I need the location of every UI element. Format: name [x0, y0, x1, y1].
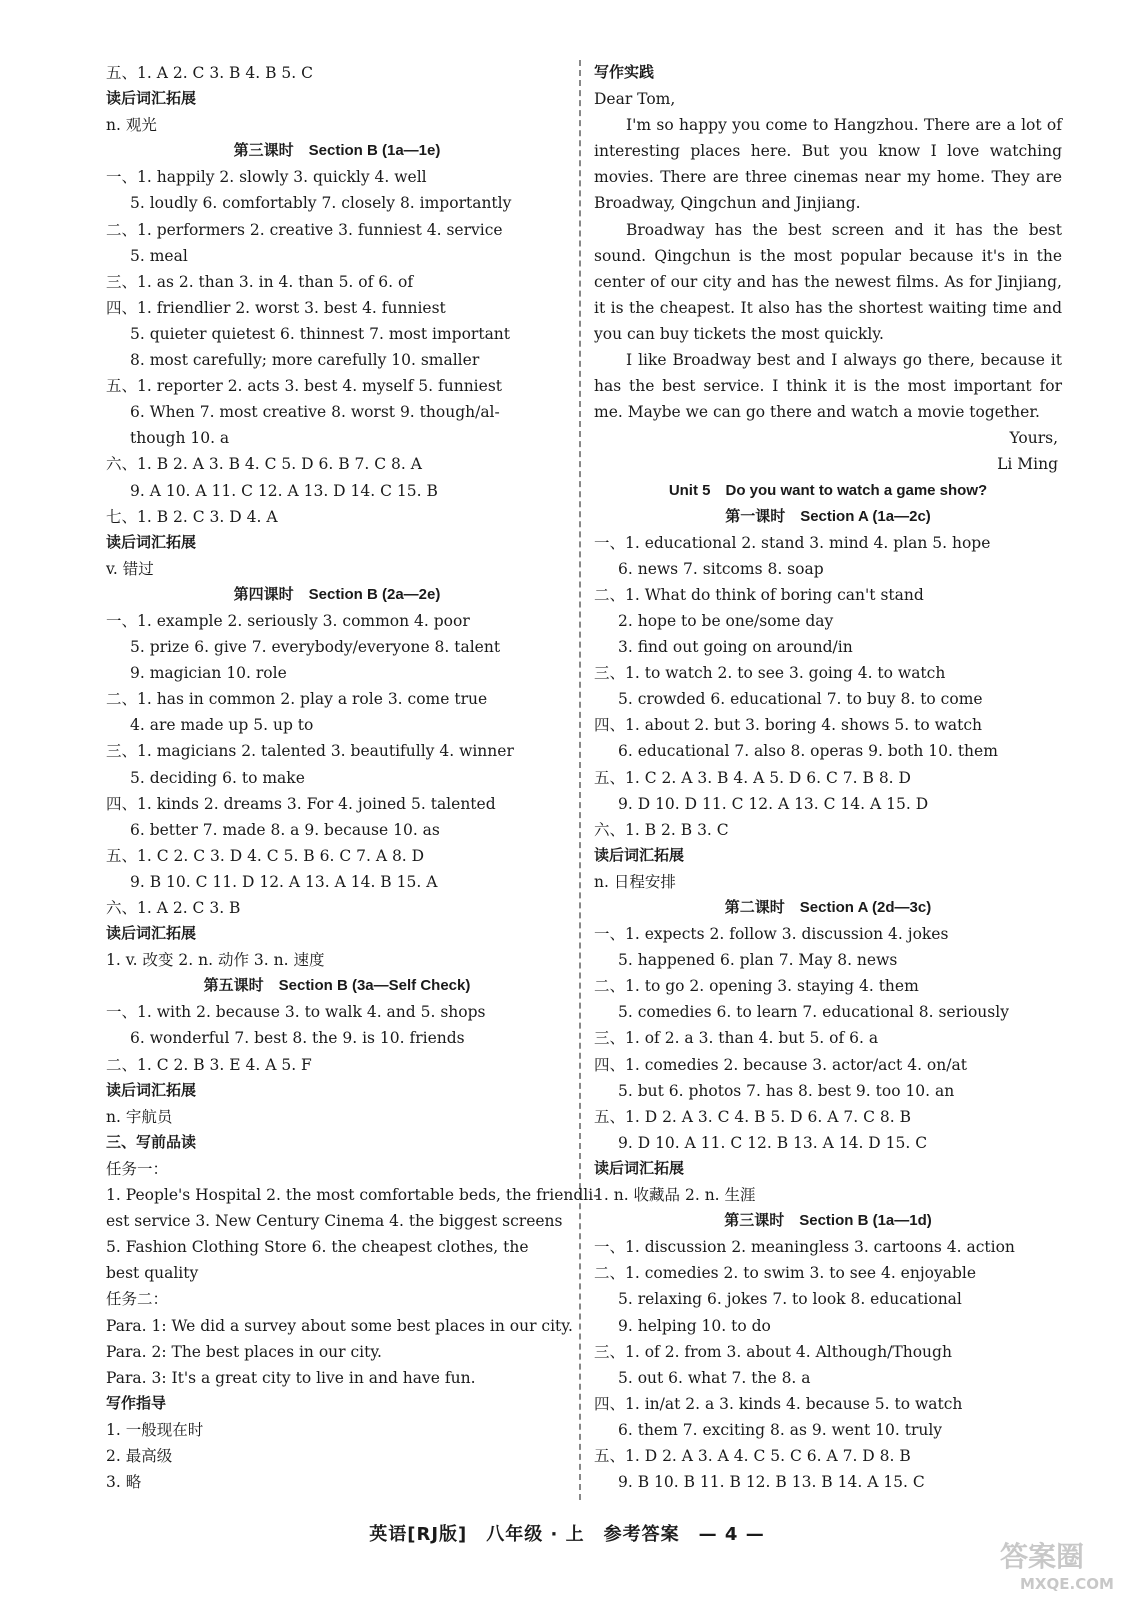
letter-paragraph: I like Broadway best and I always go there, because it has the best service. I think it is the most important for me. Maybe we can go there and watch a movie together. [594, 351, 1062, 422]
letter-salutation: Dear Tom, [594, 90, 676, 109]
answer-line: 六、1. B 2. B 3. C [594, 820, 729, 839]
letter-signature: Li Ming [997, 455, 1058, 474]
answer-line: 5. deciding 6. to make [130, 768, 305, 787]
answer-line: 5. out 6. what 7. the 8. a [618, 1368, 811, 1387]
answer-line: n. 宇航员 [106, 1107, 173, 1126]
subsection-heading: 读后词汇拓展 [106, 90, 197, 108]
answer-line: est service 3. New Century Cinema 4. the biggest screens [106, 1212, 563, 1231]
section-heading: 第三课时 Section B (1a—1e) [233, 142, 441, 160]
answer-line: 5. loudly 6. comfortably 7. closely 8. importantly [130, 194, 512, 213]
subsection-heading: 写作指导 [106, 1394, 167, 1412]
answer-line: 一、1. example 2. seriously 3. common 4. poor [106, 611, 470, 630]
right-column [594, 60, 1062, 1495]
answer-line: n. 观光 [106, 116, 157, 135]
right-answer-list [594, 478, 1062, 1496]
answer-line: 五、1. D 2. A 3. C 4. B 5. D 6. A 7. C 8. B [594, 1107, 911, 1126]
answer-line: 四、1. friendlier 2. worst 3. best 4. funniest [106, 298, 446, 317]
subsection-heading: 读后词汇拓展 [594, 846, 685, 864]
answer-line: 任务二： [106, 1290, 169, 1309]
answer-line: 一、1. happily 2. slowly 3. quickly 4. well [106, 168, 427, 187]
answer-line: 二、1. What do think of boring can't stand [594, 585, 924, 604]
answer-line: 6. them 7. exciting 8. as 9. went 10. truly [618, 1420, 943, 1439]
answer-line: 二、1. comedies 2. to swim 3. to see 4. enjoyable [594, 1264, 977, 1283]
answer-line: 1. n. 收藏品 2. n. 生涯 [594, 1186, 756, 1205]
answer-line: 3. find out going on around/in [618, 638, 853, 657]
answer-line: 6. news 7. sitcoms 8. soap [618, 559, 824, 578]
answer-line: 二、1. to go 2. opening 3. staying 4. them [594, 977, 919, 996]
answer-line: n. 日程安排 [594, 872, 676, 891]
answer-line: 四、1. about 2. but 3. boring 4. shows 5. to watch [594, 716, 983, 735]
answer-line: 四、1. comedies 2. because 3. actor/act 4. on/at [594, 1055, 967, 1074]
section-heading: 第四课时 Section B (2a—2e) [233, 585, 441, 603]
answer-line: 9. B 10. B 11. B 12. B 13. B 14. A 15. C [618, 1473, 925, 1492]
answer-line: 一、1. educational 2. stand 3. mind 4. plan 5. hope [594, 533, 991, 552]
answer-line: 三、1. as 2. than 3. in 4. than 5. of 6. of [106, 272, 414, 291]
left-column [106, 60, 599, 1495]
answer-line: 6. educational 7. also 8. operas 9. both 10. them [618, 742, 998, 761]
answer-line: 三、1. of 2. from 3. about 4. Although/Though [594, 1342, 952, 1361]
section-heading: 第二课时 Section A (2d—3c) [724, 899, 932, 916]
page-footer: 英语[RJ版] 八年级 · 上 参考答案 — 4 — [369, 1524, 765, 1545]
answer-line: 3. 略 [106, 1473, 142, 1492]
answer-line: 一、1. with 2. because 3. to walk 4. and 5. shops [106, 1003, 486, 1022]
answer-line: though 10. a [130, 429, 230, 448]
letter-closing: Yours, [1009, 429, 1058, 448]
answer-line: Para. 2: The best places in our city. [106, 1342, 382, 1361]
answer-line: 9. D 10. A 11. C 12. B 13. A 14. D 15. C [618, 1133, 928, 1152]
answer-line: 任务一： [106, 1159, 169, 1178]
watermark-url: MXQE.COM [1020, 1575, 1114, 1593]
writing-practice-heading: 写作实践 [594, 64, 655, 81]
answer-line: 二、1. has in common 2. play a role 3. come true [106, 690, 488, 709]
answer-line: 9. D 10. D 11. C 12. A 13. C 14. A 15. D [618, 794, 929, 813]
answer-line: best quality [106, 1264, 199, 1283]
answer-line: 6. better 7. made 8. a 9. because 10. as [130, 820, 440, 839]
answer-line: 9. magician 10. role [130, 664, 287, 683]
answer-line: Para. 3: It's a great city to live in and have fun. [106, 1368, 476, 1387]
answer-line: v. 错过 [106, 559, 154, 578]
answer-line: 4. are made up 5. up to [130, 716, 314, 735]
subsection-heading: 三、写前品读 [106, 1133, 197, 1151]
section-heading: 第一课时 Section A (1a—2c) [725, 507, 931, 525]
answer-line: 5. comedies 6. to learn 7. educational 8. seriously [618, 1003, 1009, 1022]
answer-line: 六、1. B 2. A 3. B 4. C 5. D 6. B 7. C 8. A [106, 455, 422, 474]
letter-paragraph: Broadway has the best screen and it has the best sound. Qingchun is the most popular because it's in the center of our city and has the newest films. As for Jinjiang, it is the cheapest. It also has the shortest waiting time and you can buy tickets the most quickly. [594, 220, 1062, 343]
answer-line: 5. Fashion Clothing Store 6. the cheapest clothes, the [106, 1238, 529, 1257]
answer-line: 四、1. in/at 2. a 3. kinds 4. because 5. to watch [594, 1394, 963, 1413]
subsection-heading: 读后词汇拓展 [106, 925, 197, 943]
answer-line: 七、1. B 2. C 3. D 4. A [106, 507, 278, 526]
answer-line: 5. relaxing 6. jokes 7. to look 8. educational [618, 1290, 962, 1309]
answer-line: 5. crowded 6. educational 7. to buy 8. to come [618, 690, 983, 709]
answer-line: 三、1. to watch 2. to see 3. going 4. to watch [594, 664, 946, 683]
answer-line: 5. meal [130, 246, 188, 265]
answer-line: 5. quieter quietest 6. thinnest 7. most important [130, 324, 511, 343]
answer-line: 五、1. C 2. C 3. D 4. C 5. B 6. C 7. A 8. D [106, 846, 425, 865]
answer-line: 6. wonderful 7. best 8. the 9. is 10. friends [130, 1029, 465, 1048]
answer-line: 9. B 10. C 11. D 12. A 13. A 14. B 15. A [130, 872, 438, 891]
answer-line: 2. 最高级 [106, 1446, 173, 1465]
answer-line: 9. A 10. A 11. C 12. A 13. D 14. C 15. B [130, 481, 438, 500]
answer-line: 一、1. expects 2. follow 3. discussion 4. jokes [594, 925, 949, 944]
answer-line: 五、1. C 2. A 3. B 4. A 5. D 6. C 7. B 8. D [594, 768, 911, 787]
answer-line: 二、1. performers 2. creative 3. funniest 4. service [106, 220, 503, 239]
answer-line: 1. People's Hospital 2. the most comfortable beds, the friendli- [106, 1186, 599, 1205]
answer-line: 6. When 7. most creative 8. worst 9. though/al- [130, 403, 500, 422]
answer-line: 1. v. 改变 2. n. 动作 3. n. 速度 [106, 951, 325, 970]
answer-line: 9. helping 10. to do [618, 1316, 771, 1335]
answer-line: 三、1. magicians 2. talented 3. beautifully 4. winner [106, 742, 514, 761]
answer-line: 2. hope to be one/some day [618, 611, 834, 630]
answer-line: 5. prize 6. give 7. everybody/everyone 8. talent [130, 638, 501, 657]
answer-line: 四、1. kinds 2. dreams 3. For 4. joined 5. talented [106, 794, 496, 813]
subsection-heading: 读后词汇拓展 [106, 533, 197, 551]
answer-line: 五、1. D 2. A 3. A 4. C 5. C 6. A 7. D 8. B [594, 1446, 911, 1465]
letter-paragraph: I'm so happy you come to Hangzhou. There are a lot of interesting places here. But you know I love watching movies. There are three cinemas near my home. They are Broadway, Qingchun and Jinjiang. [594, 116, 1062, 213]
answer-line: 六、1. A 2. C 3. B [106, 899, 241, 917]
answer-line: 五、1. A 2. C 3. B 4. B 5. C [106, 64, 313, 82]
section-heading: 第五课时 Section B (3a—Self Check) [203, 977, 471, 995]
answer-line: 二、1. C 2. B 3. E 4. A 5. F [106, 1055, 312, 1074]
section-heading: Unit 5 Do you want to watch a game show? [668, 481, 988, 499]
answer-line: 五、1. reporter 2. acts 3. best 4. myself 5. funniest [106, 377, 502, 396]
answer-line: 一、1. discussion 2. meaningless 3. cartoons 4. action [594, 1238, 1015, 1257]
column-divider [579, 60, 581, 1500]
answer-line: 5. but 6. photos 7. has 8. best 9. too 10. an [618, 1081, 955, 1100]
answer-line: Para. 1: We did a survey about some best places in our city. [106, 1316, 573, 1335]
answer-line: 8. most carefully; more carefully 10. smaller [130, 351, 480, 370]
answer-line: 1. 一般现在时 [106, 1420, 204, 1439]
answer-line: 5. happened 6. plan 7. May 8. news [618, 951, 898, 970]
watermark-logo: 答案圈 [1000, 1540, 1085, 1573]
answer-line: 三、1. of 2. a 3. than 4. but 5. of 6. a [594, 1029, 879, 1048]
subsection-heading: 读后词汇拓展 [106, 1081, 197, 1099]
subsection-heading: 读后词汇拓展 [594, 1159, 685, 1177]
section-heading: 第三课时 Section B (1a—1d) [724, 1212, 932, 1230]
